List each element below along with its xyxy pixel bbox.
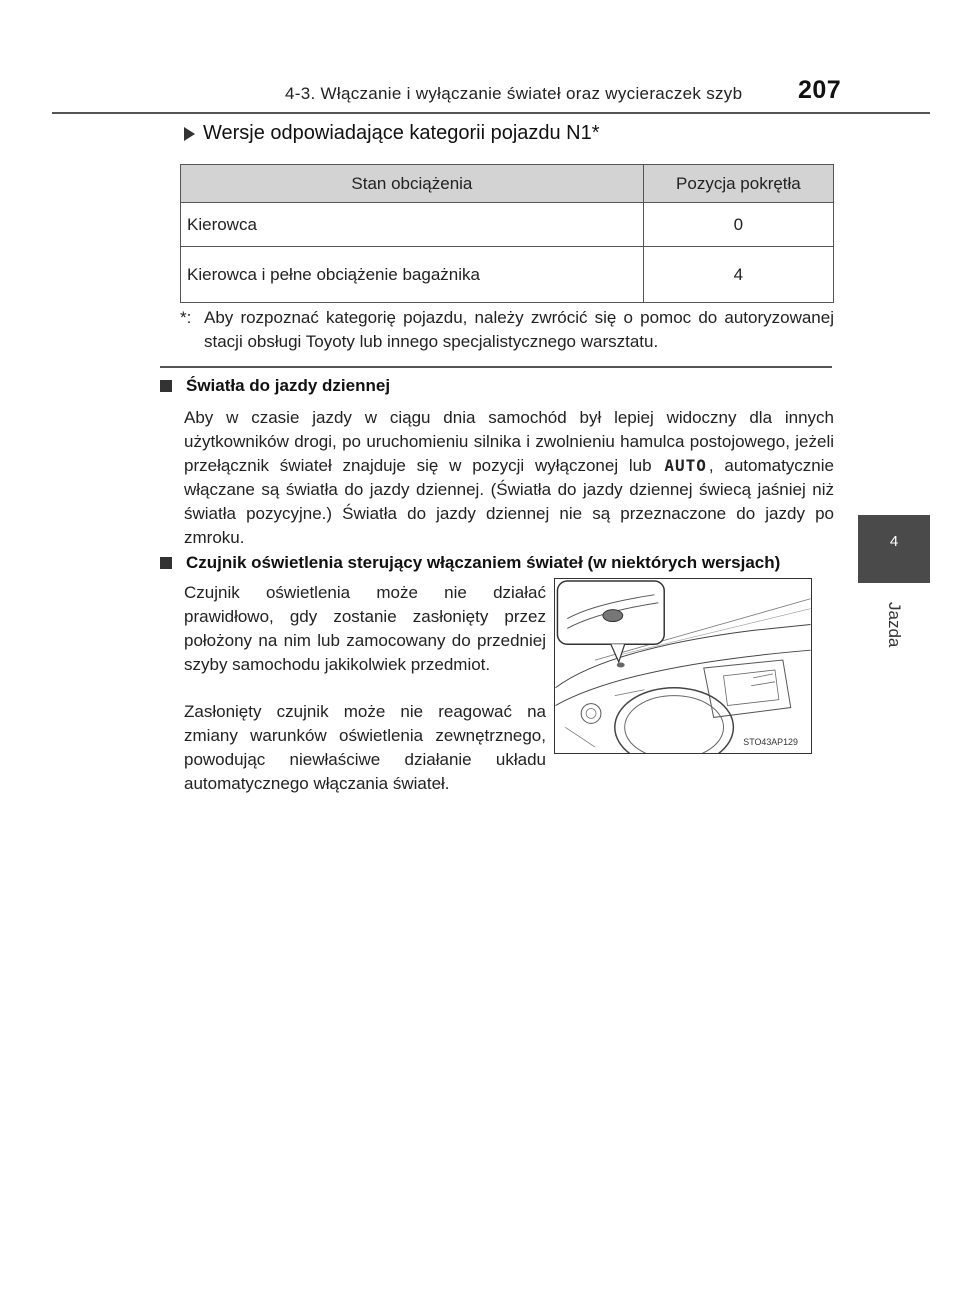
chapter-tab [858,515,930,583]
footnote-mark: *: [180,308,192,327]
table-row [181,203,834,247]
chapter-number: 4 [889,533,899,550]
dashboard-drawing [555,579,811,753]
auto-switch-icon: AUTO [664,456,707,475]
sensor-heading-text: Czujnik oświetlenia sterujący włączaniem świateł (w niektórych wersjach) [186,553,781,572]
drl-heading [160,376,390,396]
square-bullet-icon [160,380,172,392]
sensor-paragraph-2: Zasłonięty czujnik może nie reagować na zmiany warunków oświetlenia zewnętrznego, powodując niewłaściwe działanie układu automatycznego włączania świateł. [184,702,546,793]
triangle-bullet-icon [184,127,195,141]
section-divider [160,366,832,368]
column-header-position: Pozycja pokrętła [643,165,833,203]
section-title: 4-3. Włączanie i wyłączanie świateł oraz wycieraczek szyb [285,84,743,103]
load-setting-table [180,164,834,303]
column-header-load: Stan obciążenia [181,165,644,203]
sensor-paragraph-1: Czujnik oświetlenia może nie działać prawidłowo, gdy zostanie zasłonięty przez położony na nim lub zamocowany do przedniej szyby samochodu jakikolwiek przedmiot. [184,583,546,674]
page-header [0,72,960,112]
table-header-row [181,165,834,203]
page-number: 207 [798,76,842,104]
footnote-text: Aby rozpoznać kategorię pojazdu, należy zwrócić się o pomoc do autoryzowanej stacji obsługi Toyoty lub innego specjalistycznego warsztatu. [204,308,834,351]
variant-heading-text: Wersje odpowiadające kategorii pojazdu N1* [203,122,600,144]
drl-text-after: , automatycznie włączane są światła do jazdy dziennej. (Światła do jazdy dziennej świecą jaśniej niż światła pozycyjne.) Światła do jazdy dziennej nie są przeznaczone do jazdy po zmroku. [184,456,834,547]
chapter-label: Jazda [885,602,904,648]
cell-position: 0 [643,203,833,247]
cell-position: 4 [643,247,833,303]
cell-load: Kierowca [181,203,644,247]
figure-code: STO43AP129 [743,737,798,748]
drl-heading-text: Światła do jazdy dziennej [186,376,391,395]
header-divider [52,112,930,114]
square-bullet-icon [160,557,172,569]
drl-paragraph [184,406,834,550]
table-row [181,247,834,303]
sensor-heading [160,553,780,573]
footnote [180,306,834,354]
variant-heading [184,122,600,145]
light-sensor-illustration [554,578,812,754]
cell-load: Kierowca i pełne obciążenie bagażnika [181,247,644,303]
drl-text-before: Aby w czasie jazdy w ciągu dnia samochód był lepiej widoczny dla innych użytkowników drogi, po uruchomieniu silnika i zwolnieniu hamulca postojowego, jeżeli przełącznik świateł znajduje się w pozycji wyłączonej lub [184,408,834,475]
